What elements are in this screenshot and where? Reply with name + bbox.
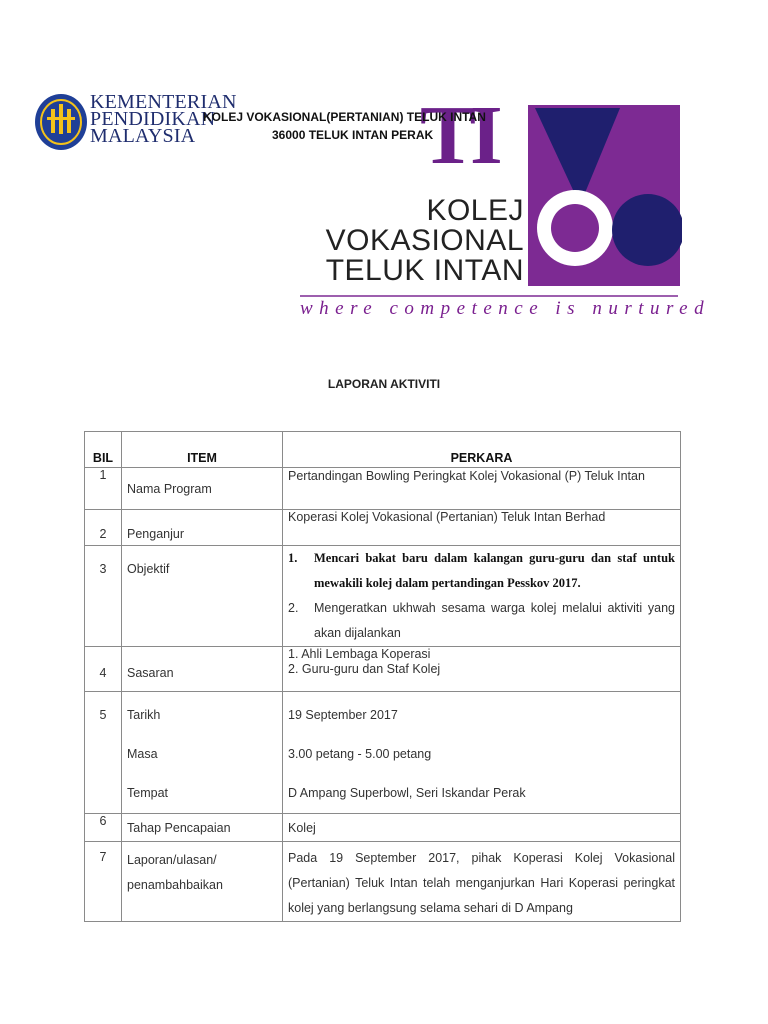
column-header-item: ITEM	[122, 432, 283, 468]
objective-text: Mencari bakat baru dalam kalangan guru-guru dan staf untuk mewakili kolej dalam pertandingan Pesskov 2017.	[314, 551, 675, 590]
ministry-logo	[34, 91, 237, 155]
row-number: 1	[85, 468, 122, 510]
table-row	[85, 647, 681, 692]
college-logo-line-1: KOLEJ	[426, 194, 524, 227]
ministry-logo-line-2: PENDIDIKAN	[90, 108, 216, 130]
college-address: 36000 TELUK INTAN PERAK	[272, 128, 434, 142]
table-header-row	[85, 432, 681, 468]
college-name: KOLEJ VOKASIONAL(PERTANIAN) TELUK INTAN	[203, 110, 486, 124]
table-row	[85, 692, 681, 814]
row-number: 5	[85, 692, 122, 814]
objective-item	[288, 596, 675, 646]
ministry-logo-line-3: MALAYSIA	[90, 125, 196, 147]
row-perkara: Koperasi Kolej Vokasional (Pertanian) Teluk Intan Berhad	[283, 510, 681, 546]
report-title: LAPORAN AKTIVITI	[327, 377, 441, 391]
row-number: 2	[85, 510, 122, 546]
row-perkara: Pertandingan Bowling Peringkat Kolej Vokasional (P) Teluk Intan	[283, 468, 681, 510]
objective-item	[288, 546, 675, 596]
value-tempat: D Ampang Superbowl, Seri Iskandar Perak	[288, 786, 526, 800]
row-item: Tahap Pencapaian	[122, 814, 283, 842]
row-objectives	[283, 546, 681, 647]
college-logo-line-2: VOKASIONAL	[325, 224, 524, 257]
column-header-perkara: PERKARA	[283, 432, 681, 468]
table-row	[85, 510, 681, 546]
objective-number: 2.	[288, 601, 299, 615]
row-perkara: Kolej	[283, 814, 681, 842]
label-tempat: Tempat	[127, 786, 168, 800]
ministry-logo-line-1: KEMENTERIAN	[90, 91, 237, 113]
ministry-emblem-icon	[34, 93, 88, 151]
row-perkara	[283, 692, 681, 814]
value-tarikh: 19 September 2017	[288, 708, 398, 722]
row-number: 3	[85, 546, 122, 647]
row-number: 6	[85, 814, 122, 842]
row-item	[122, 692, 283, 814]
value-masa: 3.00 petang - 5.00 petang	[288, 747, 432, 761]
row-item: Objektif	[122, 546, 283, 647]
row-item: Sasaran	[122, 647, 283, 692]
table-row	[85, 546, 681, 647]
row-item: Penganjur	[122, 510, 283, 546]
row-perkara	[283, 647, 681, 692]
objective-text: Mengeratkan ukhwah sesama warga kolej melalui aktiviti yang akan dijalankan	[314, 601, 675, 640]
objective-number: 1.	[288, 551, 298, 565]
college-logo-line-3: TELUK INTAN	[325, 254, 524, 287]
table-row	[85, 468, 681, 510]
table-row	[85, 842, 681, 922]
table-row	[85, 814, 681, 842]
row-perkara: Pada 19 September 2017, pihak Koperasi Kolej Vokasional (Pertanian) Teluk Intan telah menganjurkan Hari Koperasi peringkat kolej yang berlangsung selama sehari di D Ampang	[283, 842, 681, 922]
column-header-bil: BIL	[85, 432, 122, 468]
report-table	[84, 431, 681, 922]
college-monogram: TI	[420, 89, 497, 182]
target-line: 2. Guru-guru dan Staf Kolej	[288, 662, 441, 676]
row-number: 4	[85, 647, 122, 692]
label-tarikh: Tarikh	[127, 708, 161, 722]
row-item: Nama Program	[122, 468, 283, 510]
target-line: 1. Ahli Lembaga Koperasi	[288, 647, 431, 661]
college-tagline: where competence is nurtured	[300, 298, 711, 319]
row-number: 7	[85, 842, 122, 922]
label-masa: Masa	[127, 747, 158, 761]
row-item: Laporan/ulasan/ penambahbaikan	[122, 842, 283, 922]
